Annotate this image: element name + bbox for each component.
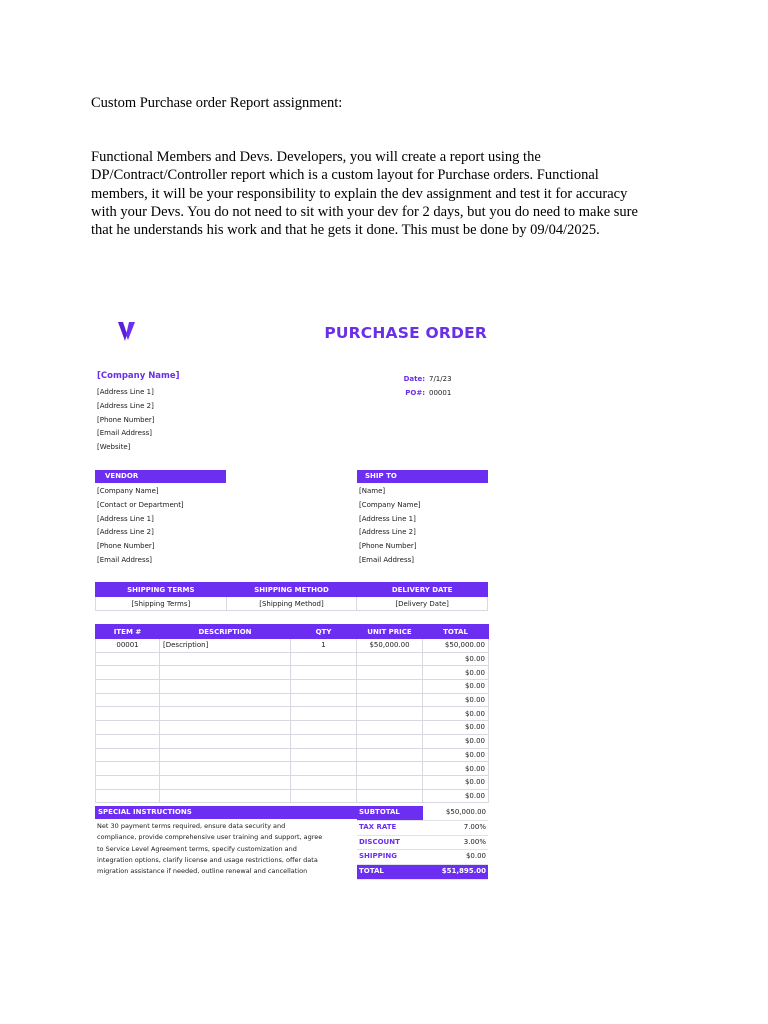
item-cell — [291, 693, 357, 707]
po-title: PURCHASE ORDER — [324, 324, 487, 342]
description-header: DESCRIPTION — [160, 625, 291, 639]
paragraph-line: Functional Members and Devs. Developers, you will create a report using the — [91, 149, 541, 165]
item-cell: $0.00 — [423, 680, 489, 694]
grand-total-label: TOTAL — [359, 867, 384, 876]
item-cell — [160, 680, 291, 694]
grand-total-row — [357, 865, 488, 880]
item-cell — [357, 707, 423, 721]
item-cell — [357, 748, 423, 762]
vendor-line: [Phone Number] — [97, 542, 155, 551]
item-row — [96, 639, 489, 653]
instruction-line: migration assistance if needed, outline renewal and cancellation — [97, 867, 308, 876]
ship-to-line: [Email Address] — [359, 555, 414, 564]
ship-to-line: [Phone Number] — [359, 542, 417, 551]
paragraph-line: that he understands his work and that he gets it done. This must be done by 09/04/2025. — [91, 222, 600, 239]
item-cell — [96, 775, 160, 789]
item-row — [96, 775, 489, 789]
item-cell: 1 — [291, 639, 357, 653]
shipping-label: SHIPPING — [359, 852, 397, 861]
item-cell — [160, 734, 291, 748]
item-row — [96, 666, 489, 680]
item-row — [96, 652, 489, 666]
item-number-header: ITEM # — [96, 625, 160, 639]
vendor-block — [97, 485, 184, 568]
subtotal-label: SUBTOTAL — [357, 806, 423, 820]
delivery-date-value: [Delivery Date] — [357, 597, 488, 611]
item-row — [96, 734, 489, 748]
company-address-block — [97, 386, 155, 455]
company-line: [Phone Number] — [97, 415, 155, 424]
company-line: [Address Line 2] — [97, 401, 154, 410]
item-cell — [160, 789, 291, 803]
item-cell — [160, 693, 291, 707]
item-cell: $0.00 — [423, 734, 489, 748]
item-cell — [291, 680, 357, 694]
ship-to-line: [Address Line 1] — [359, 514, 416, 523]
tax-rate-row — [357, 821, 488, 836]
ship-to-block — [359, 485, 421, 568]
vendor-line: [Contact or Department] — [97, 500, 184, 509]
item-cell — [96, 734, 160, 748]
vendor-line: [Company Name] — [97, 487, 159, 495]
item-row — [96, 680, 489, 694]
item-cell — [96, 748, 160, 762]
item-cell — [357, 789, 423, 803]
instruction-line: integration options, clarify license and usage restrictions, offer data — [97, 855, 318, 864]
po-number-value: 00001 — [429, 389, 452, 397]
date-value: 7/1/23 — [429, 375, 452, 383]
item-cell: [Description] — [160, 639, 291, 653]
item-cell: $0.00 — [423, 652, 489, 666]
item-cell — [291, 748, 357, 762]
items-table — [95, 624, 489, 803]
item-cell — [96, 789, 160, 803]
item-cell — [96, 693, 160, 707]
subtotal-row — [357, 806, 488, 821]
vendor-header: VENDOR — [95, 470, 226, 483]
item-row — [96, 789, 489, 803]
item-cell — [291, 707, 357, 721]
item-cell — [357, 734, 423, 748]
shipping-row — [357, 850, 488, 865]
paragraph-line: members, it will be your responsibility to explain the dev assignment and test it for accuracy — [91, 185, 628, 202]
date-label: Date: — [403, 375, 425, 383]
document-title: Custom Purchase order Report assignment: — [91, 95, 343, 111]
paragraph-line: DP/Contract/Controller report which is a custom layout for Purchase orders. Functional — [91, 167, 599, 184]
total-header: TOTAL — [423, 625, 489, 639]
purchase-order-image — [92, 312, 492, 882]
item-cell — [357, 680, 423, 694]
ship-to-line: [Address Line 2] — [359, 528, 416, 537]
po-meta — [398, 372, 452, 400]
tax-rate-label: TAX RATE — [359, 822, 397, 831]
item-row — [96, 693, 489, 707]
item-row — [96, 721, 489, 735]
shipping-terms-value: [Shipping Terms] — [96, 597, 227, 611]
item-cell — [357, 666, 423, 680]
item-cell: $0.00 — [423, 707, 489, 721]
ship-to-line: [Company Name] — [359, 500, 421, 509]
item-cell — [291, 734, 357, 748]
v-logo-icon — [117, 320, 137, 344]
item-cell — [96, 762, 160, 776]
item-cell: $0.00 — [423, 721, 489, 735]
item-cell — [160, 652, 291, 666]
item-cell — [357, 775, 423, 789]
item-row — [96, 762, 489, 776]
item-cell: $0.00 — [423, 789, 489, 803]
item-cell — [291, 721, 357, 735]
grand-total-value: $51,895.00 — [441, 867, 486, 876]
totals-block — [357, 806, 488, 880]
shipping-method-header: SHIPPING METHOD — [226, 583, 357, 597]
discount-row — [357, 836, 488, 851]
item-cell: $0.00 — [423, 762, 489, 776]
company-line: [Email Address] — [97, 429, 152, 438]
item-cell: $0.00 — [423, 775, 489, 789]
item-cell — [291, 762, 357, 776]
item-row — [96, 748, 489, 762]
item-cell: $0.00 — [423, 666, 489, 680]
item-cell: 00001 — [96, 639, 160, 653]
paragraph-line: with your Devs. You do not need to sit with your dev for 2 days, but you do need to make sure — [91, 203, 638, 220]
item-cell — [357, 721, 423, 735]
instruction-line: compliance, provide comprehensive user training and support, agree — [97, 833, 323, 842]
item-cell — [160, 775, 291, 789]
item-cell — [291, 652, 357, 666]
po-number-label: PO#: — [405, 389, 425, 397]
item-cell — [291, 666, 357, 680]
company-name: [Company Name] — [97, 371, 180, 381]
item-cell — [160, 707, 291, 721]
item-cell — [160, 762, 291, 776]
item-cell — [96, 707, 160, 721]
instruction-line: Net 30 payment terms required, ensure data security and — [97, 822, 286, 830]
item-cell — [357, 652, 423, 666]
special-instructions-header: SPECIAL INSTRUCTIONS — [95, 806, 357, 819]
date-row — [398, 372, 452, 386]
subtotal-value: $50,000.00 — [445, 808, 486, 816]
instruction-line: to Service Level Agreement terms, specify customization and — [97, 844, 297, 853]
company-line: [Website] — [97, 443, 131, 452]
item-cell — [357, 762, 423, 776]
special-instructions-text — [97, 821, 355, 877]
ship-to-header: SHIP TO — [357, 470, 488, 483]
vendor-line: [Address Line 1] — [97, 514, 154, 523]
assignment-paragraph — [91, 148, 681, 239]
item-cell — [96, 666, 160, 680]
item-cell: $0.00 — [423, 748, 489, 762]
discount-value: 3.00% — [463, 837, 486, 846]
item-cell — [160, 748, 291, 762]
item-cell — [291, 789, 357, 803]
vendor-line: [Address Line 2] — [97, 528, 154, 537]
item-cell — [291, 775, 357, 789]
shipping-method-value: [Shipping Method] — [226, 597, 357, 611]
item-cell: $50,000.00 — [357, 639, 423, 653]
item-cell — [160, 721, 291, 735]
qty-header: QTY — [291, 625, 357, 639]
item-cell — [357, 693, 423, 707]
item-cell: $0.00 — [423, 693, 489, 707]
item-cell — [96, 721, 160, 735]
unit-price-header: UNIT PRICE — [357, 625, 423, 639]
ship-to-line: [Name] — [359, 487, 386, 495]
item-cell — [96, 652, 160, 666]
shipping-terms-header: SHIPPING TERMS — [96, 583, 227, 597]
discount-label: DISCOUNT — [359, 837, 400, 846]
tax-rate-value: 7.00% — [463, 822, 486, 831]
vendor-line: [Email Address] — [97, 555, 152, 564]
item-cell — [96, 680, 160, 694]
item-cell — [160, 666, 291, 680]
item-cell: $50,000.00 — [423, 639, 489, 653]
item-row — [96, 707, 489, 721]
company-line: [Address Line 1] — [97, 388, 154, 396]
delivery-date-header: DELIVERY DATE — [357, 583, 488, 597]
shipping-table — [95, 582, 488, 611]
shipping-value: $0.00 — [465, 852, 486, 861]
po-number-row — [398, 386, 452, 400]
